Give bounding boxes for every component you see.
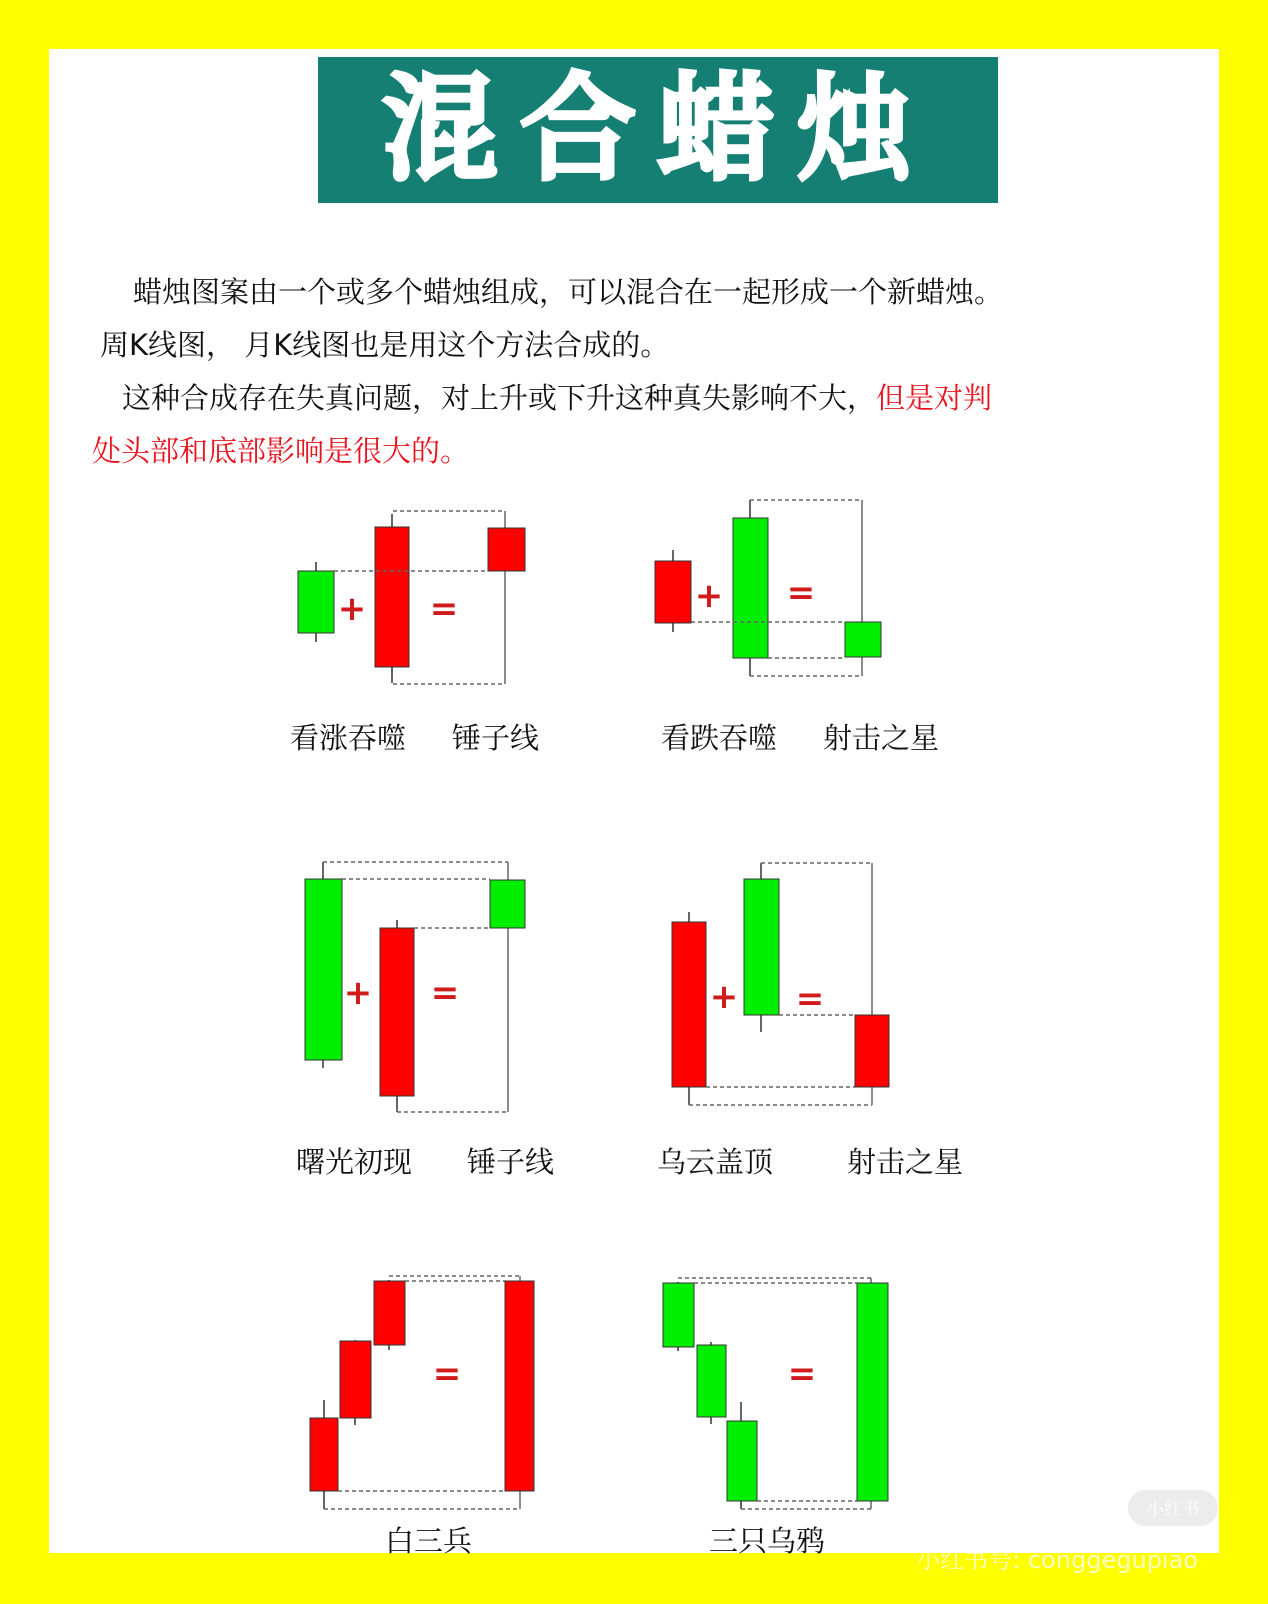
equals-sign: = <box>432 1354 462 1394</box>
candle-green <box>298 571 334 633</box>
label-piercing: 曙光初现 <box>296 1145 413 1179</box>
candle-green <box>305 879 342 1060</box>
candle-green <box>727 1421 757 1501</box>
label-bullish-engulfing: 看涨吞噬 <box>290 721 407 755</box>
candle-red <box>505 1281 534 1491</box>
equals-sign: = <box>429 589 459 629</box>
candle-red <box>375 527 409 667</box>
equals-sign: = <box>795 979 825 1019</box>
plus-sign: + <box>343 973 373 1013</box>
label-shooting-star-1: 射击之星 <box>823 721 940 755</box>
diagram-piercing <box>305 862 525 1112</box>
equals-sign: = <box>787 1354 817 1394</box>
candle-green <box>663 1283 694 1347</box>
paragraph-3-normal: 这种合成存在失真问题，对上升或下升这种真失影响不大， <box>122 381 877 415</box>
candle-green <box>845 622 881 657</box>
diagram-three-soldiers <box>310 1276 534 1509</box>
watermark-logo: 小红书 <box>1128 1490 1218 1526</box>
candle-green <box>733 518 768 658</box>
diagram-bearish-engulfing <box>655 500 881 676</box>
candle-green <box>857 1283 888 1501</box>
diagram-three-crows <box>663 1278 888 1509</box>
plus-sign: + <box>694 576 724 616</box>
label-three-soldiers: 白三兵 <box>385 1524 473 1558</box>
candle-red <box>380 928 414 1096</box>
plus-sign: + <box>709 977 739 1017</box>
diagram-dark-cloud <box>672 863 889 1105</box>
equals-sign: = <box>786 573 816 613</box>
paragraph-3-highlight: 但是对判 <box>876 381 993 415</box>
label-hammer-2: 锤子线 <box>467 1145 555 1179</box>
label-hammer-1: 锤子线 <box>452 721 540 755</box>
watermark-id: 小红书号: conggegupiao <box>916 1546 1198 1574</box>
plus-sign: + <box>337 589 367 629</box>
paragraph-4-highlight: 处头部和底部影响是很大的。 <box>92 434 470 468</box>
label-shooting-star-2: 射击之星 <box>847 1145 964 1179</box>
label-bearish-engulfing: 看跌吞噬 <box>661 721 778 755</box>
label-dark-cloud: 乌云盖顶 <box>657 1145 774 1179</box>
candle-red <box>340 1341 371 1418</box>
page-title: 混合蜡烛 <box>382 62 934 197</box>
candle-green <box>744 879 779 1015</box>
label-three-crows: 三只乌鸦 <box>709 1524 826 1558</box>
candle-green <box>490 880 525 928</box>
paragraph-1: 蜡烛图案由一个或多个蜡烛组成，可以混合在一起形成一个新蜡烛。 <box>133 275 1004 309</box>
candle-red <box>655 561 691 623</box>
paragraph-2: 周K线图， 月K线图也是用这个方法合成的。 <box>100 328 670 362</box>
candle-red <box>374 1281 405 1345</box>
candle-red <box>310 1418 338 1491</box>
diagram-bullish-engulfing <box>298 511 525 684</box>
candle-red <box>672 922 706 1087</box>
candle-red <box>855 1015 889 1087</box>
candle-red <box>488 528 525 571</box>
candle-green <box>697 1345 726 1417</box>
equals-sign: = <box>430 973 460 1013</box>
